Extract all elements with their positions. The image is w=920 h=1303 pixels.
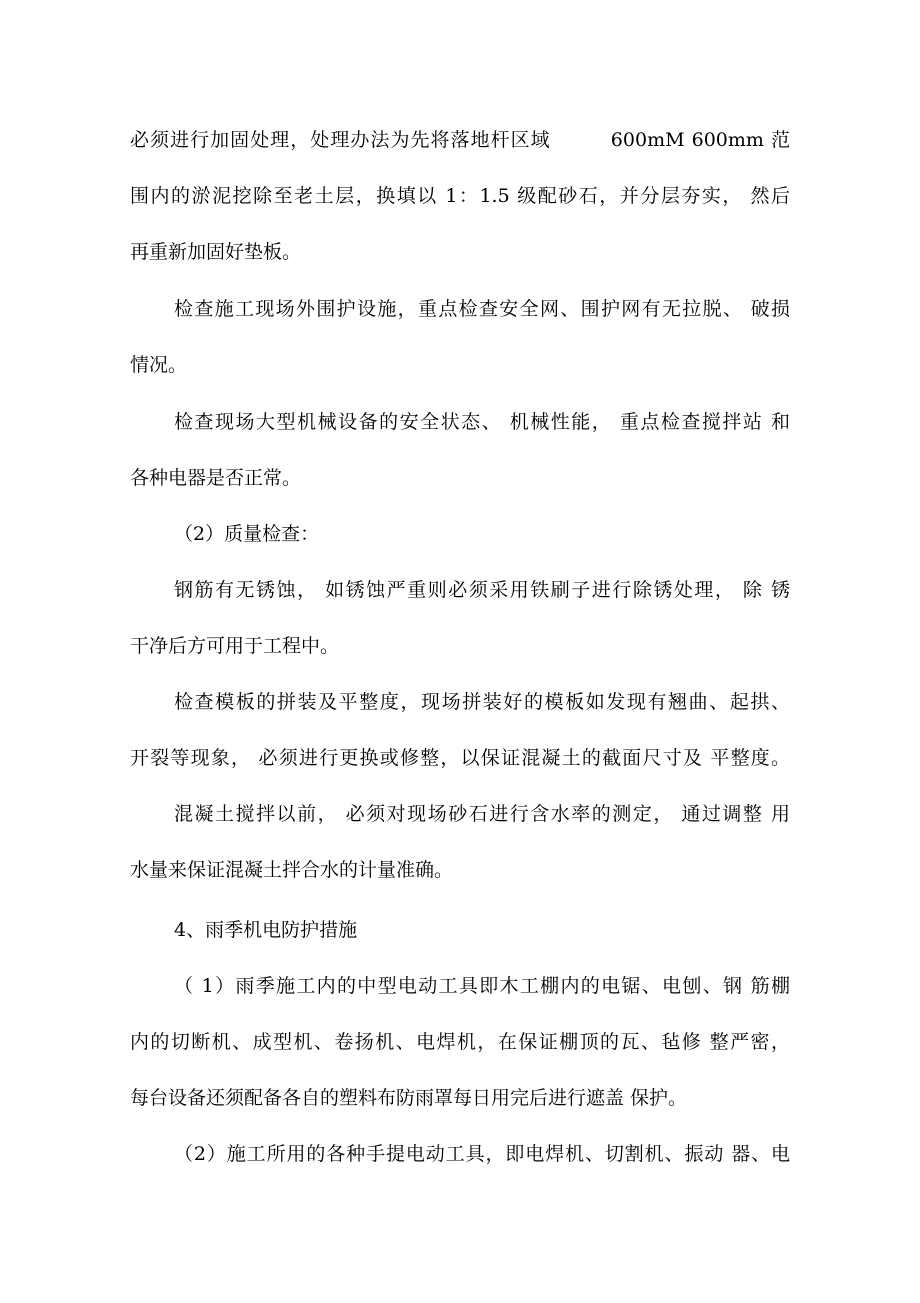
text-line: （2）施工所用的各种手提电动工具，即电焊机、切割机、振动 器、电 — [174, 1143, 790, 1165]
text-line: 内的切断机、成型机、卷扬机、电焊机，在保证棚顶的瓦、毡修 整严密， — [130, 1031, 790, 1053]
text-line: 干净后方可用于工程中。 — [130, 635, 340, 657]
text-line: 混凝土搅拌以前， 必须对现场砂石进行含水率的测定， 通过调整 用 — [174, 803, 790, 825]
text-line: 各种电器是否正常。 — [130, 467, 302, 489]
text-line: 围内的淤泥挖除至老土层，换填以 1：1.5 级配砂石，并分层夯实， 然后 — [130, 185, 790, 207]
text-line: 检查施工现场外围护设施，重点检查安全网、围护网有无拉脱、 破损 — [174, 298, 790, 320]
text-line: 每台设备还须配备各自的塑料布防雨罩每日用完后进行遮盖 保护。 — [130, 1087, 688, 1109]
text-line: 必须进行加固处理，处理办法为先将落地杆区域 600mM 600mm 范 — [130, 129, 790, 151]
text-line: 检查模板的拼装及平整度，现场拼装好的模板如发现有翘曲、起拱、 — [174, 691, 790, 713]
text-line: 情况。 — [130, 354, 188, 376]
section-heading: 4、雨季机电防护措施 — [174, 919, 358, 941]
text-line: 再重新加固好垫板。 — [130, 241, 302, 263]
section-heading: （2）质量检查： — [174, 523, 320, 545]
text-line: 开裂等现象， 必须进行更换或修整，以保证混凝土的截面尺寸及 平整度。 — [130, 747, 790, 769]
text-line: 检查现场大型机械设备的安全状态、 机械性能， 重点检查搅拌站 和 — [174, 411, 790, 433]
text-line: 钢筋有无锈蚀， 如锈蚀严重则必须采用铁刷子进行除锈处理， 除 锈 — [174, 579, 790, 601]
text-line: 水量来保证混凝土拌合水的计量准确。 — [130, 859, 454, 881]
text-line: （ 1）雨季施工内的中型电动工具即木工棚内的电锯、电刨、钢 筋棚 — [174, 975, 790, 997]
